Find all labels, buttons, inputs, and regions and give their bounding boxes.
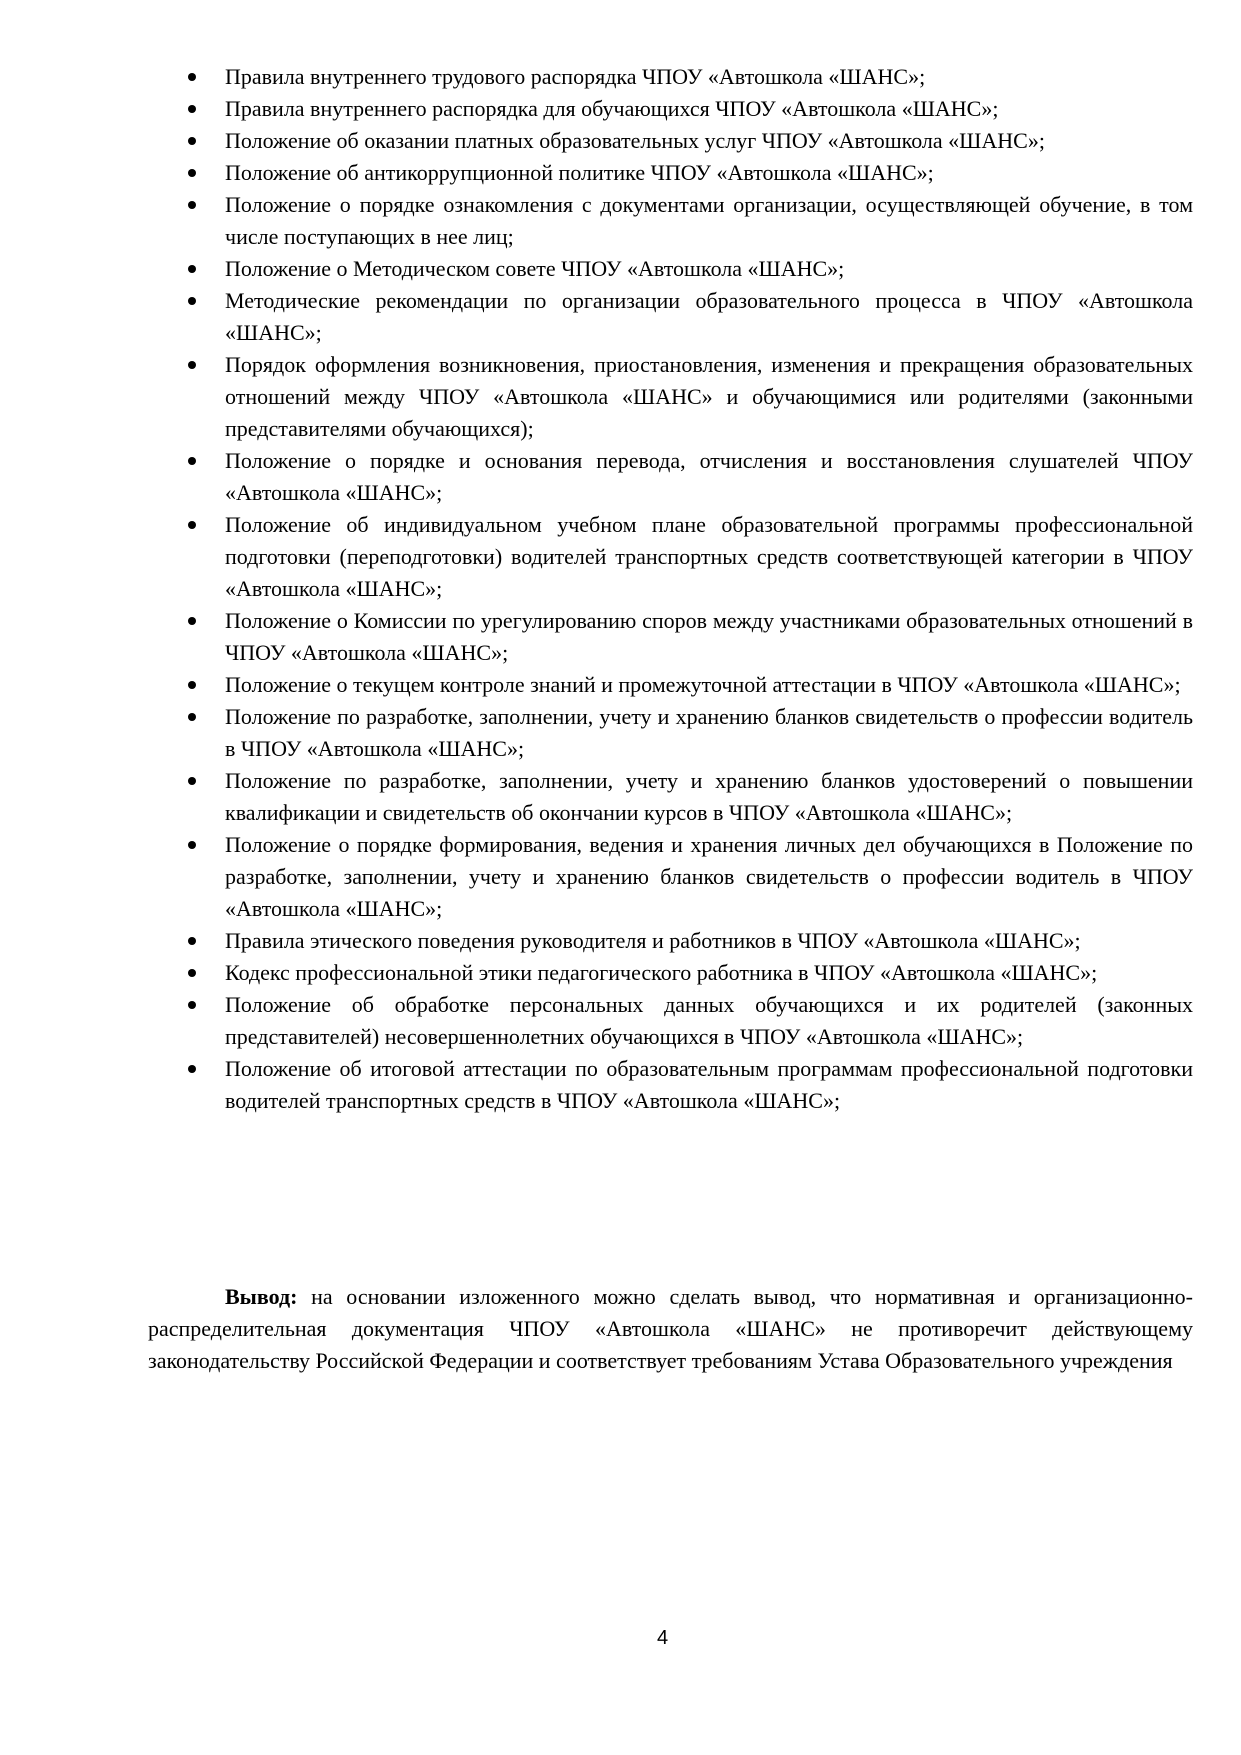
bullet-icon bbox=[188, 937, 196, 945]
list-item bbox=[183, 989, 1193, 1053]
list-item-text: Положение об антикоррупционной политике ЧПОУ «Автошкола «ШАНС»; bbox=[225, 160, 934, 185]
list-item bbox=[183, 509, 1193, 605]
bullet-icon bbox=[188, 1001, 196, 1009]
bullet-icon bbox=[188, 969, 196, 977]
list-item bbox=[183, 701, 1193, 765]
list-item bbox=[183, 957, 1193, 989]
list-item-text: Правила внутреннего распорядка для обучающихся ЧПОУ «Автошкола «ШАНС»; bbox=[225, 96, 999, 121]
list-item bbox=[183, 349, 1193, 445]
bullet-icon bbox=[188, 73, 196, 81]
list-item-text: Методические рекомендации по организации образовательного процесса в ЧПОУ «Автошкола «ШАНС»; bbox=[225, 288, 1193, 345]
bullet-icon bbox=[188, 169, 196, 177]
conclusion-label: Вывод: bbox=[225, 1284, 298, 1309]
bullet-icon bbox=[188, 777, 196, 785]
list-item bbox=[183, 829, 1193, 925]
list-item bbox=[183, 669, 1193, 701]
list-item bbox=[183, 61, 1193, 93]
list-item bbox=[183, 93, 1193, 125]
bullet-icon bbox=[188, 297, 196, 305]
list-item-text: Положение об обработке персональных данных обучающихся и их родителей (законных представителей) несовершеннолетних обучающихся в ЧПОУ «Автошкола «ШАНС»; bbox=[225, 992, 1193, 1049]
bullet-icon bbox=[188, 265, 196, 273]
bullet-icon bbox=[188, 617, 196, 625]
bullet-icon bbox=[188, 137, 196, 145]
list-item bbox=[183, 253, 1193, 285]
list-item-text: Положение о Методическом совете ЧПОУ «Автошкола «ШАНС»; bbox=[225, 256, 845, 281]
list-item bbox=[183, 925, 1193, 957]
list-item-text: Положение о порядке и основания перевода, отчисления и восстановления слушателей ЧПОУ «Автошкола «ШАНС»; bbox=[225, 448, 1193, 505]
list-item bbox=[183, 605, 1193, 669]
regulations-list bbox=[183, 61, 1193, 1117]
list-item-text: Положение о Комиссии по урегулированию споров между участниками образовательных отношений в ЧПОУ «Автошкола «ШАНС»; bbox=[225, 608, 1193, 665]
list-item-text: Положение по разработке, заполнении, учету и хранению бланков свидетельств о профессии водитель в ЧПОУ «Автошкола «ШАНС»; bbox=[225, 704, 1193, 761]
list-item bbox=[183, 445, 1193, 509]
list-item-text: Кодекс профессиональной этики педагогического работника в ЧПОУ «Автошкола «ШАНС»; bbox=[225, 960, 1098, 985]
bullet-icon bbox=[188, 1065, 196, 1073]
conclusion-text: на основании изложенного можно сделать вывод, что нормативная и организационно-распределительная документация ЧПОУ «Автошкола «ШАНС» не противоречит действующему законодательству Российской Федерации и соответствует требованиям Устава Образовательного учреждения bbox=[148, 1284, 1193, 1373]
list-item-text: Положение о порядке формирования, ведения и хранения личных дел обучающихся в Положение по разработке, заполнении, учету и хранению бланков свидетельств о профессии водитель в ЧПОУ «Автошкола «ШАНС»; bbox=[225, 832, 1193, 921]
list-item bbox=[183, 1053, 1193, 1117]
bullet-icon bbox=[188, 201, 196, 209]
list-item-text: Положение об итоговой аттестации по образовательным программам профессиональной подготовки водителей транспортных средств в ЧПОУ «Автошкола «ШАНС»; bbox=[225, 1056, 1193, 1113]
list-item-text: Положение об индивидуальном учебном плане образовательной программы профессиональной подготовки (переподготовки) водителей транспортных средств соответствующей категории в ЧПОУ «Автошкола «ШАНС»; bbox=[225, 512, 1193, 601]
list-item-text: Положение по разработке, заполнении, учету и хранению бланков удостоверений о повышении квалификации и свидетельств об окончании курсов в ЧПОУ «Автошкола «ШАНС»; bbox=[225, 768, 1193, 825]
list-item bbox=[183, 765, 1193, 829]
list-item-text: Правила внутреннего трудового распорядка ЧПОУ «Автошкола «ШАНС»; bbox=[225, 64, 926, 89]
list-item-text: Положение об оказании платных образовательных услуг ЧПОУ «Автошкола «ШАНС»; bbox=[225, 128, 1045, 153]
list-item-text: Положение о текущем контроле знаний и промежуточной аттестации в ЧПОУ «Автошкола «ШАНС»; bbox=[225, 672, 1181, 697]
bullet-icon bbox=[188, 105, 196, 113]
bullet-icon bbox=[188, 681, 196, 689]
bullet-icon bbox=[188, 713, 196, 721]
list-item-text: Правила этического поведения руководителя и работников в ЧПОУ «Автошкола «ШАНС»; bbox=[225, 928, 1081, 953]
page-number: 4 bbox=[656, 1627, 669, 1649]
bullet-icon bbox=[188, 521, 196, 529]
bullet-icon bbox=[188, 841, 196, 849]
list-item bbox=[183, 285, 1193, 349]
bullet-icon bbox=[188, 361, 196, 369]
conclusion-paragraph bbox=[148, 1281, 1193, 1377]
list-item-text: Порядок оформления возникновения, приостановления, изменения и прекращения образовательных отношений между ЧПОУ «Автошкола «ШАНС» и обучающимися или родителями (законными представителями обучающихся); bbox=[225, 352, 1193, 441]
list-item bbox=[183, 189, 1193, 253]
list-item-text: Положение о порядке ознакомления с документами организации, осуществляющей обучение, в том числе поступающих в нее лиц; bbox=[225, 192, 1193, 249]
list-item bbox=[183, 157, 1193, 189]
list-item bbox=[183, 125, 1193, 157]
bullet-icon bbox=[188, 457, 196, 465]
